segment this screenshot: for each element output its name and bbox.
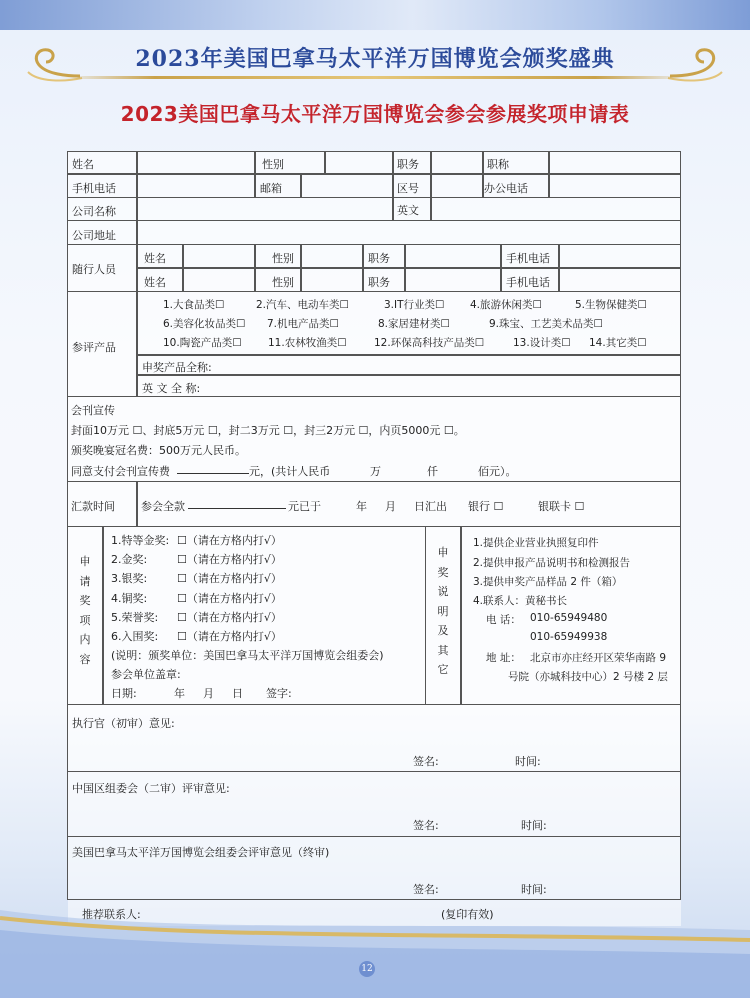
title-label: 职称 [487,158,509,171]
application-form [68,152,681,926]
companion-gender-label: 性别 [272,276,294,289]
award-name: 6.入围奖: [111,630,159,643]
award-checkbox[interactable]: ☐（请在方格内打√） [177,534,282,547]
label-cell [501,268,559,292]
products-label: 参评产品 [72,341,116,354]
bottom-wave-decoration-icon [0,880,750,998]
time-label: 时间: [515,755,541,768]
company-seal-label: 参会单位盖章: [111,668,181,681]
companion-mobile-field[interactable] [559,244,681,268]
name-label: 姓名 [72,158,94,171]
product-categories [137,291,681,355]
label-cell [255,151,325,174]
name-field[interactable] [137,151,255,174]
time-label: 时间: [521,819,547,832]
awards-section [103,526,461,705]
month-label: 月 [385,500,396,513]
mobile-label: 手机电话 [72,182,116,195]
companion-gender-field[interactable] [301,244,363,268]
sign-label: 签名: [413,819,439,832]
label-cell [67,291,137,397]
company-address-field[interactable] [137,220,681,245]
form-title: 2023美国巴拿马太平洋万国博览会参会参展奖项申请表 [120,102,630,126]
category-checkbox[interactable]: 10.陶瓷产品类☐ [163,337,242,349]
remittance-row [137,481,681,527]
category-checkbox[interactable]: 5.生物保健类☐ [575,299,647,311]
label-cell [501,244,559,268]
phone-number: 010-65949480 [530,612,608,624]
label-cell [425,526,461,705]
companion-position-field[interactable] [405,268,501,292]
label-cell [137,244,183,268]
referrer-label: 推荐联系人: [82,908,141,921]
label-cell [483,174,549,198]
category-checkbox[interactable]: 2.汽车、电动车类☐ [256,299,349,311]
paid-on-label: 元已于 [288,500,321,513]
category-checkbox[interactable]: 3.IT行业类☐ [384,299,445,311]
award-name: 1.特等金奖: [111,534,170,547]
position-label: 职务 [397,158,419,171]
date-label: 日期: [111,687,137,700]
category-checkbox[interactable]: 6.美容化妆品类☐ [163,318,246,330]
office-phone-label: 办公电话 [484,182,528,195]
award-name: 2.金奖: [111,553,148,566]
companions-label: 随行人员 [72,263,116,276]
note-line: 2.提供申报产品说明书和检测报告 [473,557,631,569]
companion-position-label: 职务 [368,252,390,265]
second-review-section[interactable] [67,771,681,837]
label-cell [137,268,183,292]
award-checkbox[interactable]: ☐（请在方格内打√） [177,553,282,566]
mobile-field[interactable] [137,174,255,198]
phone-label: 电 话： [486,614,521,626]
note-line: 3.提供申奖产品样品 2 件（箱） [473,576,623,588]
label-cell [67,481,137,527]
unionpay-checkbox[interactable]: 银联卡 ☐ [538,500,585,513]
category-checkbox[interactable]: 12.环保高科技产品类☐ [374,337,485,349]
remittance-label: 汇款时间 [71,500,115,513]
email-field[interactable] [301,174,393,198]
label-cell [393,197,431,221]
label-cell [67,526,103,705]
first-review-label: 执行官（初审）意见: [72,717,175,730]
companion-position-field[interactable] [405,244,501,268]
label-cell [363,268,405,292]
unit-qian: 仟 [427,465,438,478]
category-checkbox[interactable]: 11.农林牧渔类☐ [268,337,347,349]
title-field[interactable] [549,151,681,174]
companion-name-field[interactable] [183,244,255,268]
time-label: 时间: [521,883,547,896]
gender-field[interactable] [325,151,393,174]
companion-name-label: 姓名 [144,276,166,289]
day-label: 日 [232,687,243,700]
category-checkbox[interactable]: 7.机电产品类☐ [267,318,339,330]
area-code-label: 区号 [397,182,419,195]
publicity-section [67,396,681,482]
page-number: 12 [359,961,375,977]
notes-section [461,526,681,705]
bank-checkbox[interactable]: 银行 ☐ [468,500,504,513]
category-checkbox[interactable]: 14.其它类☐ [589,337,647,349]
companion-gender-label: 性别 [272,252,294,265]
publicity-amount-blank[interactable] [177,463,249,474]
category-checkbox[interactable]: 8.家居建材类☐ [378,318,450,330]
label-cell [483,151,549,174]
final-review-label: 美国巴拿马太平洋万国博览会组委会评审意见（终审) [72,846,330,859]
year-label: 年 [356,500,367,513]
sign-label: 签名: [413,755,439,768]
address-label: 地 址： [486,652,521,664]
company-english-field[interactable] [431,197,681,221]
product-english-name-label: 英 文 全 称: [142,382,201,395]
note-line: 4.联系人：黄秘书长 [473,595,568,607]
english-label: 英文 [397,204,419,217]
year-label: 年 [174,687,185,700]
publicity-total-label: 元，(共计人民币 [249,465,331,478]
product-english-name-row[interactable] [137,375,681,397]
label-cell [393,174,431,198]
award-name: 3.银奖: [111,572,148,585]
companion-mobile-label: 手机电话 [506,276,550,289]
top-decorative-band [0,0,750,30]
award-name: 5.荣誉奖: [111,611,159,624]
unit-wan: 万 [370,465,381,478]
unit-bai: 佰元）。 [478,465,517,478]
awards-vertical-label: 申请奖项内容 [79,555,91,666]
email-label: 邮箱 [260,182,282,195]
total-fee-blank[interactable] [188,498,286,509]
banner-title: 2023年美国巴拿马太平洋万国博览会颁奖盛典 [135,46,615,72]
category-checkbox[interactable]: 9.珠宝、工艺美术品类☐ [489,318,603,330]
first-review-section[interactable] [67,704,681,772]
label-cell [67,244,137,292]
address-line: 北京市亦庄经开区荣华南路 9 [530,652,667,664]
company-address-label: 公司地址 [72,229,116,242]
award-name: 4.铜奖: [111,592,148,605]
area-code-field[interactable] [431,174,483,198]
companion-mobile-label: 手机电话 [506,252,550,265]
company-name-label: 公司名称 [72,205,116,218]
label-cell [255,244,301,268]
award-checkbox[interactable]: ☐（请在方格内打√） [177,630,282,643]
publicity-title: 会刊宣传 [71,404,115,417]
office-phone-field[interactable] [549,174,681,198]
label-cell [67,220,137,245]
naming-fee: 颁奖晚宴冠名费：500万元人民币。 [71,444,246,457]
gold-divider [60,76,690,79]
label-cell [67,197,137,221]
product-full-name-row[interactable] [137,355,681,375]
second-review-label: 中国区组委会（二审）评审意见: [72,782,230,795]
category-checkbox[interactable]: 13.设计类☐ [513,337,571,349]
companion-position-label: 职务 [368,276,390,289]
label-cell [67,151,137,174]
category-checkbox[interactable]: 1.大食品类☐ [163,299,225,311]
companion-name-field[interactable] [183,268,255,292]
award-explanation: (说明：颁奖单位：美国巴拿马太平洋万国博览会组委会) [111,649,384,662]
day-label: 日汇出 [414,500,447,513]
agree-payment-label: 同意支付会刊宣传费 [71,465,170,478]
note-line: 1.提供企业营业执照复印件 [473,537,599,549]
company-name-field[interactable] [137,197,393,221]
notes-vertical-label: 申奖说明及其它 [437,546,449,676]
label-cell [363,244,405,268]
companion-mobile-field[interactable] [559,268,681,292]
copy-valid-note: (复印有效) [441,908,494,921]
phone-number: 010-65949938 [530,631,608,643]
total-fee-label: 参会全款 [141,500,185,513]
sign-label: 签名: [413,883,439,896]
month-label: 月 [203,687,214,700]
label-cell [67,174,137,198]
companion-name-label: 姓名 [144,252,166,265]
address-line: 号院（亦城科技中心）2 号楼 2 层 [508,671,668,683]
label-cell [393,151,431,174]
signature-label: 签字: [266,687,292,700]
award-checkbox[interactable]: ☐（请在方格内打√） [177,572,282,585]
gender-label: 性别 [262,158,284,171]
companion-gender-field[interactable] [301,268,363,292]
publicity-options[interactable]: 封面10万元 ☐、封底5万元 ☐，封二3万元 ☐，封三2万元 ☐，内页5000元 ☐。 [71,424,465,437]
category-checkbox[interactable]: 4.旅游休闲类☐ [470,299,542,311]
award-checkbox[interactable]: ☐（请在方格内打√） [177,611,282,624]
label-cell [255,174,301,198]
award-checkbox[interactable]: ☐（请在方格内打√） [177,592,282,605]
product-full-name-label: 申奖产品全称: [142,361,212,374]
position-field[interactable] [431,151,483,174]
label-cell [255,268,301,292]
